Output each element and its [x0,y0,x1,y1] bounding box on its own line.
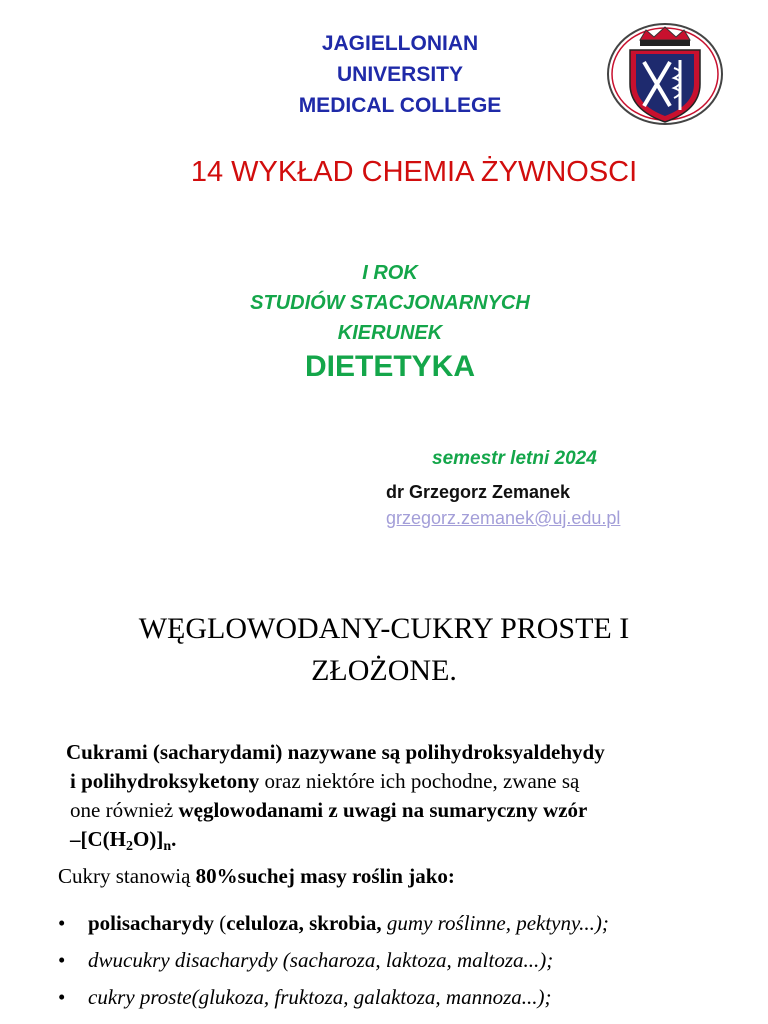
course-year: I ROK [362,262,418,284]
author-name: dr Grzegorz Zemanek [386,482,571,502]
course-field-label: KIERUNEK [337,322,443,344]
intro-line-2: oraz niektóre ich pochodne, zwane są [259,769,580,793]
intro-line-5-bold: 80%suchej masy roślin jako: [195,864,455,888]
crest-icon [606,22,724,126]
course-info [190,258,590,348]
intro-line-3-bold: węglowodanami z uwagi na sumaryczny wzór [178,798,588,822]
list-item: • cukry proste(glukoza, fruktoza, galaktoza, mannoza...); [58,979,758,1016]
semester: semestr letni 2024 [432,448,597,469]
intro-line-3: one również [70,798,179,822]
course-mode: STUDIÓW STACJONARNYCH [250,292,530,314]
bullet-icon: • [58,985,66,1009]
section-title [40,608,728,692]
intro-paragraph [50,738,740,891]
list-item: • polisacharydy (celuloza, skrobia, gumy roślinne, pektyny...); [58,905,758,942]
bullet-icon: • [58,911,66,935]
intro-line-1: Cukrami (sacharydami) nazywane są polihydroksyaldehydy [66,740,605,764]
university-line-3: MEDICAL COLLEGE [298,94,502,117]
author-email-link[interactable]: grzegorz.zemanek@uj.edu.pl [386,508,621,528]
carbohydrate-formula: $-[C(H_2O)]_n$. [70,827,177,854]
intro-line-5: Cukry stanowią [58,864,196,888]
course-major: DIETETYKA [304,350,475,383]
bullet-icon: • [58,948,66,972]
list-item: • dwucukry disacharydy (sacharoza, laktoza, maltoza...); [58,942,758,979]
intro-line-2-bold: i polihydroksyketony [70,769,260,793]
section-title-line-2: ZŁOŻONE. [311,654,457,687]
university-name [240,28,560,121]
lecture-title: 14 WYKŁAD CHEMIA ŻYWNOSCI [190,156,638,188]
university-line-1: JAGIELLONIAN [321,32,479,55]
sugar-types-list [58,905,758,1016]
university-line-2: UNIVERSITY [336,63,464,86]
section-title-line-1: WĘGLOWODANY-CUKRY PROSTE I [138,612,630,645]
